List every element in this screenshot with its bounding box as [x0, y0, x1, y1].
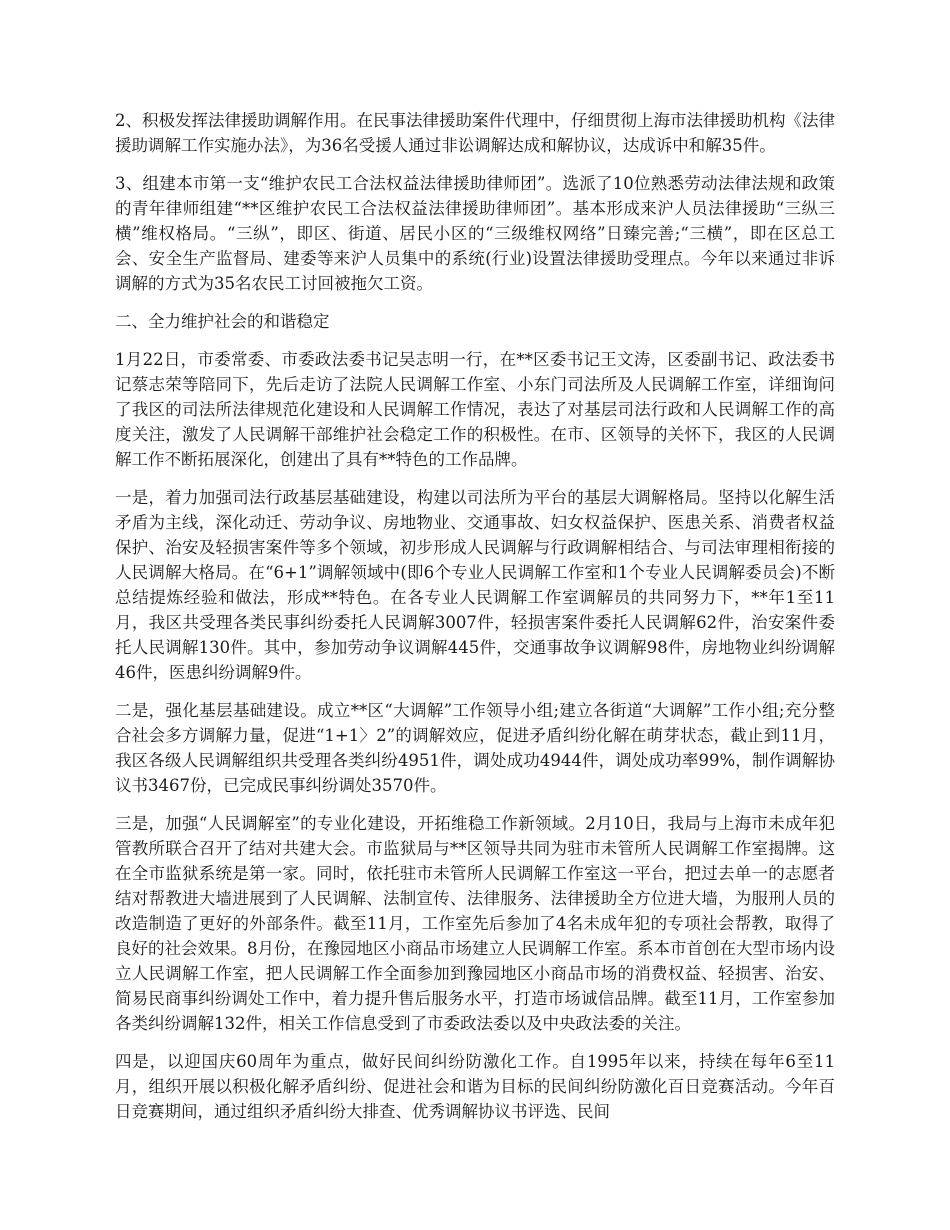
paragraph-point-three: 三是，加强“人民调解室”的专业化建设，开拓维稳工作新领域。2月10日，我局与上海市未成年犯管教所联合召开了结对共建大会。市监狱局与**区领导共同为驻市未管所人民调解工作室揭牌。这在全市监狱系统是第一家。同时，依托驻市未管所人民调解工作室这一平台，把过去单一的志愿者结对帮教进大墙进展到了人民调解、法制宣传、法律服务、法律援助全方位进大墙，为服刑人员的改造制造了更好的外部条件。截至11月，工作室先后参加了4名未成年犯的专项社会帮教，取得了良好的社会效果。8月份，在豫园地区小商品市场建立人民调解工作室。系本市首创在大型市场内设立人民调解工作室，把人民调解工作全面参加到豫园地区小商品市场的消费权益、轻损害、治安、简易民商事纠纷调处工作中，着力提升售后服务水平，打造市场诚信品牌。截至11月，工作室参加各类纠纷调解132件，相关工作信息受到了市委政法委以及中央政法委的关注。 [115, 814, 835, 1033]
document-body [115, 108, 835, 1137]
paragraph-migrant-worker-lawyer-team: 3、组建本市第一支“维护农民工合法权益法律援助律师团”。选派了10位熟悉劳动法律法规和政策的青年律师组建“**区维护农民工合法权益法律援助律师团”。基本形成来沪人员法律援助“三纵三横”维权格局。“三纵”，即区、街道、居民小区的“三级维权网络”日臻完善;“三横”，即在区总工会、安全生产监督局、建委等来沪人员集中的系统(行业)设置法律援助受理点。今年以来通过非诉调解的方式为35名农民工讨回被拖欠工资。 [115, 174, 835, 293]
paragraph-point-four: 四是，以迎国庆60周年为重点，做好民间纠纷防激化工作。自1995年以来，持续在每年6至11月，组织开展以积极化解矛盾纠纷、促进社会和谐为目标的民间纠纷防激化百日竞赛活动。今年百日竞赛期间，通过组织矛盾纠纷大排查、优秀调解协议书评选、民间 [115, 1052, 835, 1121]
paragraph-legal-aid-mediation: 2、积极发挥法律援助调解作用。在民事法律援助案件代理中，仔细贯彻上海市法律援助机构《法律援助调解工作实施办法》，为36名受援人通过非讼调解达成和解协议，达成诉中和解35件。 [115, 111, 835, 155]
paragraph-leadership-visit: 1月22日，市委常委、市委政法委书记吴志明一行，在**区委书记王文涛，区委副书记、政法委书记蔡志荣等陪同下，先后走访了法院人民调解工作室、小东门司法所及人民调解工作室，详细询问了我区的司法所法律规范化建设和人民调解工作情况，表达了对基层司法行政和人民调解工作的高度关注，激发了人民调解干部维护社会稳定工作的积极性。在市、区领导的关怀下，我区的人民调解工作不断拓展深化，创建出了具有**特色的工作品牌。 [115, 350, 835, 469]
paragraph-point-two: 二是，强化基层基础建设。成立**区“大调解”工作领导小组;建立各街道“大调解”工作小组;充分整合社会多方调解力量，促进“1+1〉2”的调解效应，促进矛盾纠纷化解在萌芽状态，截止到11月，我区各级人民调解组织共受理各类纠纷4951件，调处成功4944件，调处成功率99%，制作调解协议书3467份，已完成民事纠纷调处3570件。 [115, 701, 835, 795]
paragraph-point-one: 一是，着力加强司法行政基层基础建设，构建以司法所为平台的基层大调解格局。坚持以化解生活矛盾为主线，深化动迁、劳动争议、房地物业、交通事故、妇女权益保护、医患关系、消费者权益保护、治安及轻损害案件等多个领域，初步形成人民调解与行政调解相结合、与司法审理相衔接的人民调解大格局。在“6+1”调解领域中(即6个专业人民调解工作室和1个专业人民调解委员会)不断总结提炼经验和做法，形成**特色。在各专业人民调解工作室调解员的共同努力下，**年1至11月，我区共受理各类民事纠纷委托人民调解3007件，轻损害案件委托人民调解62件，治安案件委托人民调解130件。其中，参加劳动争议调解445件，交通事故争议调解98件，房地物业纠纷调解46件，医患纠纷调解9件。 [115, 488, 835, 682]
section-heading-social-stability: 二、全力维护社会的和谐稳定 [115, 312, 330, 331]
